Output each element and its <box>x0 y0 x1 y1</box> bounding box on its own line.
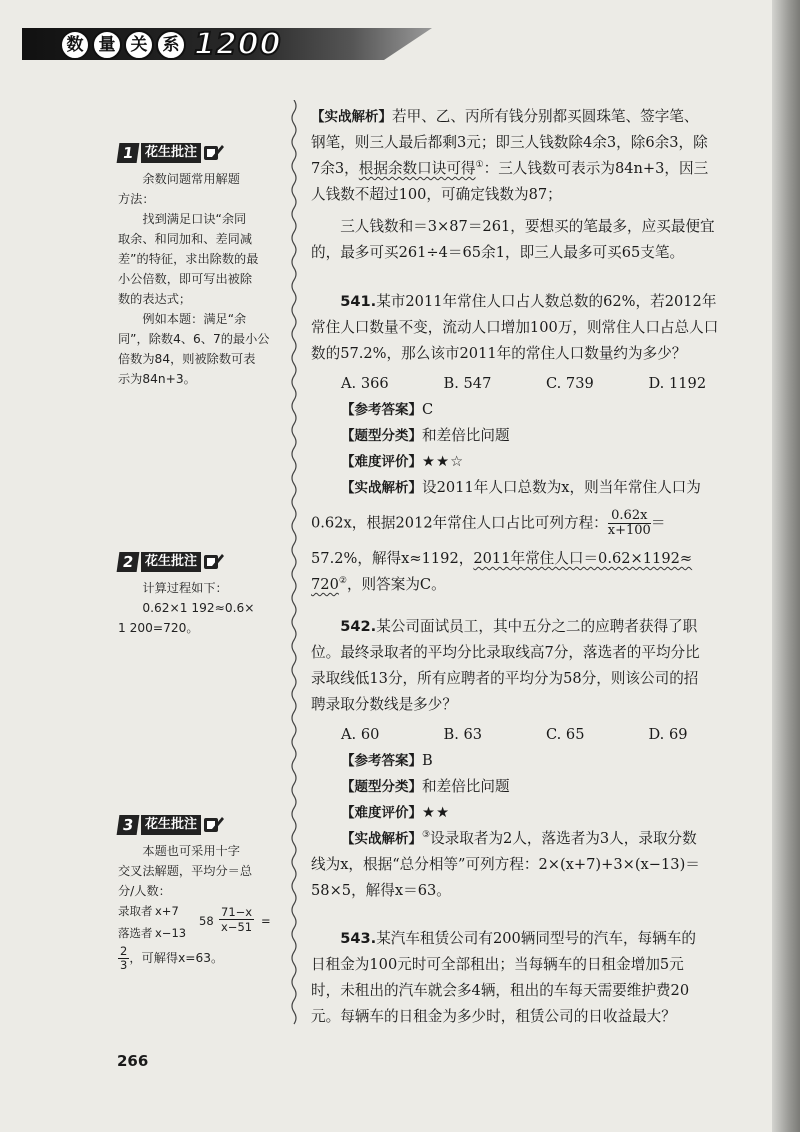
pencil-note-icon <box>203 143 225 163</box>
wavy-underlined-text: 2011年常住人口＝0.62×1192≈ <box>473 550 693 567</box>
note-header <box>118 143 283 163</box>
options <box>311 371 751 397</box>
cross-fraction <box>219 905 254 934</box>
type-value: 和差倍比问题 <box>422 778 510 795</box>
note-line: 1 200=720。 <box>118 621 199 635</box>
note-line: 交叉法解题，平均分＝总 <box>118 864 253 878</box>
difficulty-stars: ★★ <box>422 804 451 821</box>
wavy-divider <box>290 100 298 1030</box>
text-line: 线为x，根据“总分相等”可列方程：2×(x+7)+3×(x−13)＝ <box>311 856 700 873</box>
result-fraction <box>118 945 129 972</box>
text-line: 钢笔，则三人最后都剩3元；即三人钱数除4余3，除6余3，除 <box>311 134 708 151</box>
answer-tag: 【参考答案】 <box>341 753 422 769</box>
option-b: B. 547 <box>443 375 492 392</box>
note-line: 例如本题：满足“余 <box>142 312 247 326</box>
note-line <box>118 945 283 972</box>
note-header <box>118 815 283 835</box>
analysis-tag: 【实战解析】 <box>341 831 422 847</box>
fraction-denominator: 3 <box>120 958 128 972</box>
question-541 <box>311 289 751 598</box>
note-number: 1 <box>117 143 140 163</box>
difficulty-stars: ★★☆ <box>422 453 465 470</box>
fraction-numerator: 0.62x <box>608 509 651 524</box>
note-line: 方法： <box>118 192 155 206</box>
page-number: 266 <box>117 1052 149 1070</box>
wavy-underlined-text: 720 <box>311 576 339 593</box>
equals-sign: = <box>261 914 271 928</box>
cross-average: 58 <box>199 914 214 928</box>
option-c: C. 739 <box>546 375 594 392</box>
text-line: 常住人口数量不变，流动人口增加100万，则常住人口占总人口 <box>311 319 719 336</box>
note-header <box>118 552 283 572</box>
note-label: 花生批注 <box>141 552 201 572</box>
note-line: 分/人数： <box>118 884 171 898</box>
text-line: 数的57.2%，那么该市2011年的常住人口数量约为多少？ <box>311 345 687 362</box>
text-span: 0.62x，根据2012年常住人口占比可列方程： <box>311 514 608 532</box>
sidebar-note-3 <box>118 815 283 972</box>
header-wedge <box>352 28 432 60</box>
text-span: 某汽车租赁公司有200辆同型号的汽车，每辆车的 <box>376 930 696 947</box>
note-text-tail: ，可解得x=63。 <box>129 951 224 965</box>
brand-char: 关 <box>124 30 154 60</box>
option-a: A. 60 <box>341 726 380 743</box>
fraction-denominator: x−51 <box>221 920 253 934</box>
note-line: 差”的特征，求出除数的最 <box>118 252 259 266</box>
cross-method-diagram <box>118 901 283 945</box>
note-body <box>118 169 283 389</box>
cross-value: x−13 <box>155 926 187 940</box>
option-d: D. 1192 <box>648 375 707 392</box>
brand-char: 量 <box>92 30 122 60</box>
option-d: D. 69 <box>648 726 688 743</box>
text-span: 设录取者为2人，落选者为3人，录取分数 <box>430 830 697 847</box>
note-number: 2 <box>117 552 140 572</box>
question-number: 541. <box>340 293 377 310</box>
text-span: ，则答案为C。 <box>346 576 446 593</box>
note-body <box>118 841 283 972</box>
question-number: 542. <box>340 618 377 635</box>
text-line: 58×5，解得x＝63。 <box>311 882 451 899</box>
fraction-denominator: x+100 <box>607 523 651 538</box>
note-line: 倍数为84，则被除数可表 <box>118 352 256 366</box>
text-line: 日租金为100元时可全部租出；当每辆车的日租金增加5元 <box>311 956 684 973</box>
page-header <box>0 22 800 70</box>
note-ref: ② <box>338 576 347 587</box>
note-number: 3 <box>117 815 140 835</box>
brand-char: 系 <box>156 30 186 60</box>
equals-sign: ＝ <box>650 514 666 532</box>
note-ref: ③ <box>422 830 431 841</box>
analysis-540 <box>311 104 751 266</box>
note-line: 数的表达式； <box>118 292 192 306</box>
note-line: 本题也可采用十字 <box>142 844 240 858</box>
brand-number: 1200 <box>194 27 282 62</box>
text-line: 时，未租出的汽车就会多4辆，租出的车每天需要维护费20 <box>311 982 690 999</box>
type-tag: 【题型分类】 <box>341 428 422 444</box>
equation-fraction <box>608 509 651 538</box>
note-line: 计算过程如下： <box>142 581 228 595</box>
text-line: 若甲、乙、丙所有钱分别都买圆珠笔、签字笔、 <box>392 108 699 125</box>
note-label: 花生批注 <box>141 143 201 163</box>
note-label: 花生批注 <box>141 815 201 835</box>
text-span: 某市2011年常住人口占人数总数的62%，若2012年 <box>376 293 717 310</box>
text-line: 人钱数不超过100，可确定钱数为87； <box>311 186 562 203</box>
answer-value: C <box>422 401 434 418</box>
question-542 <box>311 614 751 904</box>
text-line: 聘录取分数线是多少？ <box>311 696 457 713</box>
pencil-note-icon <box>203 815 225 835</box>
question-number: 543. <box>340 930 377 947</box>
fraction-numerator: 2 <box>120 944 128 958</box>
answer-tag: 【参考答案】 <box>341 402 422 418</box>
note-body <box>118 578 283 638</box>
text-line: 位。最终录取者的平均分比录取线高7分，落选者的平均分比 <box>311 644 700 661</box>
text-line: 录取线低13分，所有应聘者的平均分为58分，则该公司的招 <box>311 670 699 687</box>
sidebar-note-1 <box>118 143 283 389</box>
cross-label: 落选者 <box>118 926 153 940</box>
text-span: 7余3， <box>311 160 359 177</box>
cross-value: x+7 <box>155 904 179 918</box>
text-line: 的，最多可买261÷4＝65余1，即三人最多可买65支笔。 <box>311 244 685 261</box>
wavy-underlined-text: 根据余数口诀可得 <box>358 160 476 177</box>
text-span: 57.2%，解得x≈1192， <box>311 550 474 567</box>
text-span: 设2011年人口总数为x，则当年常住人口为 <box>422 479 701 496</box>
text-line: 元。每辆车的日租金为多少时，租赁公司的日收益最大？ <box>311 1008 676 1025</box>
analysis-tag: 【实战解析】 <box>311 109 392 125</box>
text-span: ：三人钱数可表示为84n+3，因三 <box>483 160 709 177</box>
option-b: B. 63 <box>443 726 483 743</box>
type-value: 和差倍比问题 <box>422 427 510 444</box>
note-line: 找到满足口诀“余同 <box>142 212 247 226</box>
text-span: 某公司面试员工，其中五分之二的应聘者获得了职 <box>376 618 698 635</box>
note-ref: ① <box>475 160 484 171</box>
sidebar-note-2 <box>118 552 283 638</box>
brand-logo <box>60 27 282 62</box>
note-line: 同”，除数4、6、7的最小公 <box>118 332 270 346</box>
answer-value: B <box>422 752 433 769</box>
option-a: A. 366 <box>341 375 389 392</box>
note-line: 取余、和同加和、差同减 <box>118 232 253 246</box>
options <box>311 722 751 748</box>
page-edge-shadow <box>772 0 800 1132</box>
note-line: 示为84n+3。 <box>118 372 196 386</box>
difficulty-tag: 【难度评价】 <box>341 454 422 470</box>
fraction-numerator: 71−x <box>221 905 253 919</box>
pencil-note-icon <box>203 552 225 572</box>
text-line: 三人钱数和＝3×87＝261，要想买的笔最多，应买最便宜 <box>340 218 715 235</box>
brand-char: 数 <box>60 30 90 60</box>
cross-label: 录取者 <box>118 904 153 918</box>
analysis-tag: 【实战解析】 <box>341 480 422 496</box>
type-tag: 【题型分类】 <box>341 779 422 795</box>
note-line: 余数问题常用解题 <box>142 172 240 186</box>
question-543 <box>311 926 751 1030</box>
difficulty-tag: 【难度评价】 <box>341 805 422 821</box>
note-line: 0.62×1 192≈0.6× <box>142 601 255 615</box>
option-c: C. 65 <box>546 726 585 743</box>
note-line: 小公倍数，即可写出被除 <box>118 272 253 286</box>
